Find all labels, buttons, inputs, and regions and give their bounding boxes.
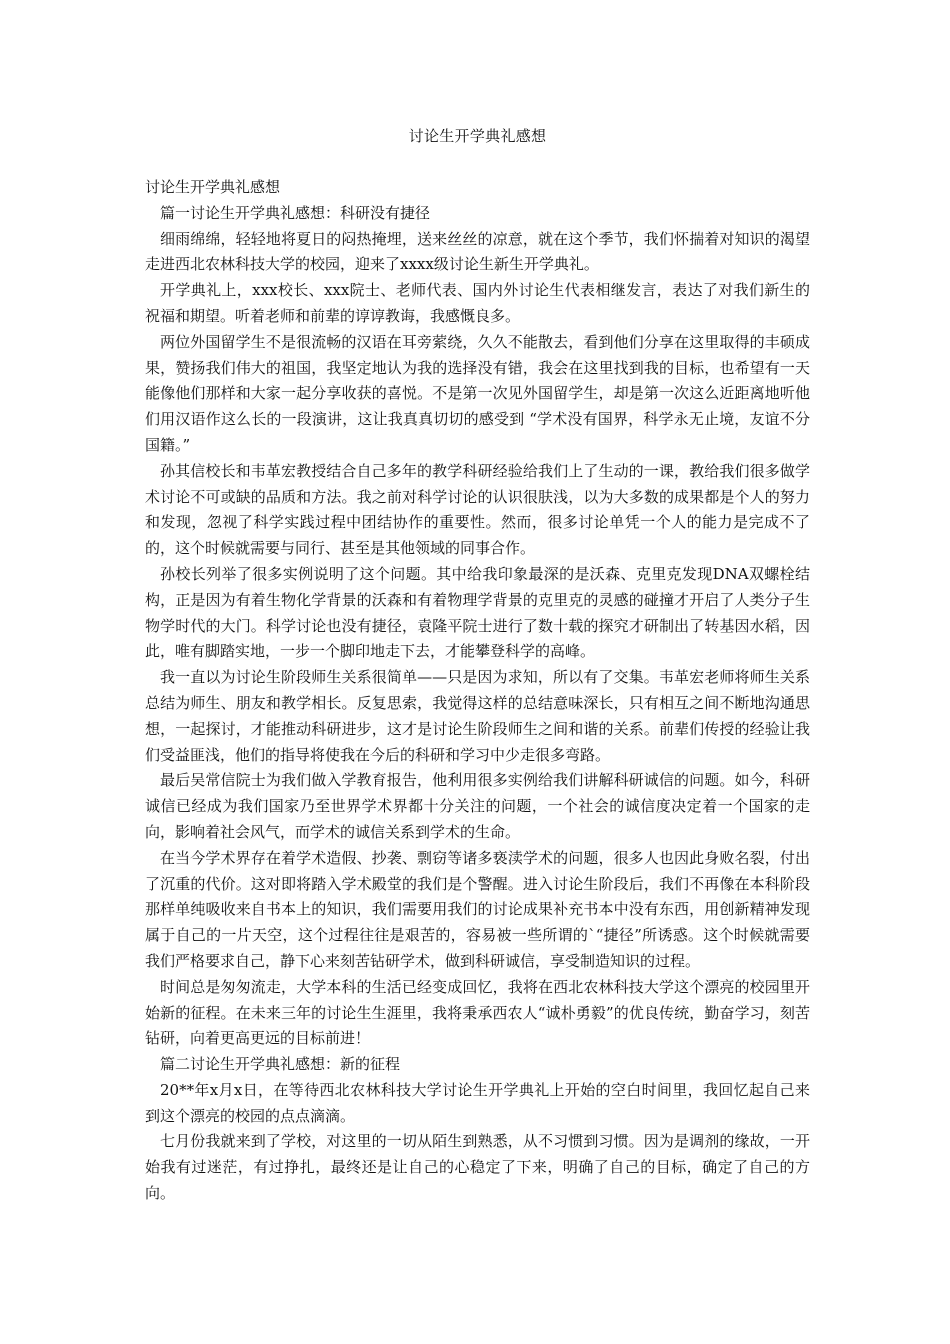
section-1 — [145, 201, 810, 1052]
paragraph: 细雨绵绵，轻轻地将夏日的闷热掩埋，送来丝丝的凉意，就在这个季节，我们怀揣着对知识的渴望走进西北农林科技大学的校园，迎来了xxxx级讨论生新生开学典礼。 — [145, 229, 810, 274]
paragraph: 时间总是匆匆流走，大学本科的生活已经变成回忆，我将在西北农林科技大学这个漂亮的校园里开始新的征程。在未来三年的讨论生生涯里，我将秉承西农人“诚朴勇毅”的优良传统，勤奋学习，刻苦钻研，向着更高更远的目标前进！ — [145, 977, 810, 1048]
paragraph: 最后吴常信院士为我们做入学教育报告，他利用很多实例给我们讲解科研诚信的问题。如今，科研诚信已经成为我们国家乃至世界学术界都十分关注的问题，一个社会的诚信度决定着一个国家的走向，影响着社会风气，而学术的诚信关系到学术的生命。 — [145, 771, 810, 841]
paragraph: 我一直以为讨论生阶段师生关系很简单——只是因为求知，所以有了交集。韦革宏老师将师生关系总结为师生、朋友和教学相长。反复思索，我觉得这样的总结意味深长，只有相互之间不断地沟通思想，一起探讨，才能推动科研进步，这才是讨论生阶段师生之间和谐的关系。前辈们传授的经验让我们受益匪浅，他们的指导将使我在今后的科研和学习中少走很多弯路。 — [145, 668, 810, 764]
paragraph: 在当今学术界存在着学术造假、抄袭、剽窃等诸多亵渎学术的问题，很多人也因此身败名裂，付出了沉重的代价。这对即将踏入学术殿堂的我们是个警醒。进入讨论生阶段后，我们不再像在本科阶段那样单纯吸收来自书本上的知识，我们需要用我们的讨论成果补充书本中没有东西，用创新精神发现属于自己的一片天空，这个过程往往是艰苦的，容易被一些所谓的`“捷径”所诱惑。这个时候就需要我们严格要求自己，静下心来刻苦钻研学术，做到科研诚信，享受制造知识的过程。 — [145, 848, 810, 970]
paragraph: 孙校长列举了很多实例说明了这个问题。其中给我印象最深的是沃森、克里克发现DNA双螺栓结构，正是因为有着生物化学背景的沃森和有着物理学背景的克里克的灵感的碰撞才开启了人类分子生物学时代的大门。科学讨论也没有捷径，袁隆平院士进行了数十载的探究才研制出了转基因水稻，因此，唯有脚踏实地，一步一个脚印地走下去，才能攀登科学的高峰。 — [145, 564, 810, 661]
document-page — [145, 124, 810, 1207]
section-heading: 篇二讨论生开学典礼感想：新的征程 — [160, 1055, 401, 1074]
document-subtitle: 讨论生开学典礼感想 — [145, 178, 281, 196]
document-title: 讨论生开学典礼感想 — [408, 127, 547, 145]
section-2 — [145, 1052, 810, 1207]
section-heading: 篇一讨论生开学典礼感想：科研没有捷径 — [160, 203, 431, 222]
paragraph: 孙其信校长和韦革宏教授结合自己多年的教学科研经验给我们上了生动的一课，教给我们很多做学术讨论不可或缺的品质和方法。我之前对科学讨论的认识很肤浅，以为大多数的成果都是个人的努力和发现，忽视了科学实践过程中团结协作的重要性。然而，很多讨论单凭一个人的能力是完成不了的，这个时候就需要与同行、甚至是其他领域的同事合作。 — [145, 461, 810, 558]
paragraph: 两位外国留学生不是很流畅的汉语在耳旁萦绕，久久不能散去，看到他们分享在这里取得的丰硕成果，赞扬我们伟大的祖国，我坚定地认为我的选择没有错，我会在这里找到我的目标，也希望有一天能像他们那样和大家一起分享收获的喜悦。不是第一次见外国留学生，却是第一次这么近距离地听他们用汉语作这么长的一段演讲，这让我真真切切的感受到 “学术没有国界，科学永无止境，友谊不分国籍。” — [145, 332, 810, 454]
paragraph: 开学典礼上，xxx校长、xxx院士、老师代表、国内外讨论生代表相继发言，表达了对我们新生的祝福和期望。听着老师和前辈的谆谆教诲，我感慨良多。 — [145, 281, 810, 325]
paragraph: 20**年x月x日，在等待西北农林科技大学讨论生开学典礼上开始的空白时间里，我回忆起自己来到这个漂亮的校园的点点滴滴。 — [145, 1080, 810, 1125]
paragraph: 七月份我就来到了学校，对这里的一切从陌生到熟悉，从不习惯到习惯。因为是调剂的缘故，一开始我有过迷茫，有过挣扎，最终还是让自己的心稳定了下来，明确了自己的目标，确定了自己的方向。 — [145, 1132, 810, 1203]
